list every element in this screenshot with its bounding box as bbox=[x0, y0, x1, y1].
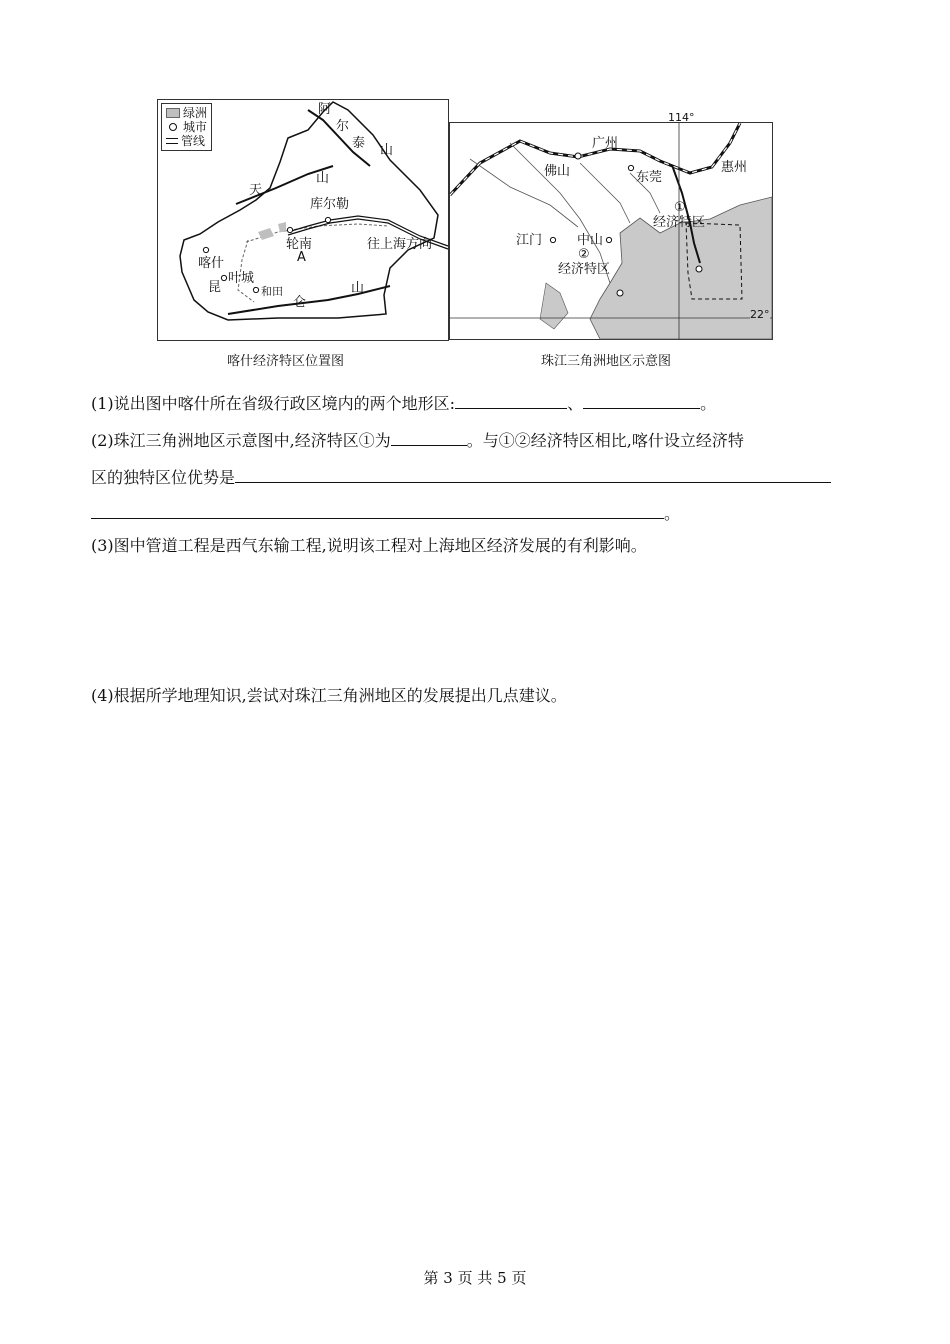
label-lunnan: 轮南 bbox=[286, 237, 313, 252]
answer-blank-1b[interactable] bbox=[583, 392, 700, 409]
label-kuerle: 库尔勒 bbox=[310, 197, 350, 212]
legend-pipeline-label: 管线 bbox=[181, 134, 206, 148]
question-2-line-2 bbox=[91, 466, 831, 488]
question-1 bbox=[91, 392, 716, 414]
label-tai: 泰 bbox=[352, 136, 366, 151]
label-lun: 仑 bbox=[293, 295, 307, 310]
label-sez-2-number: ② bbox=[578, 247, 590, 262]
question-4-text: (4)根据所学地理知识,尝试对珠江三角洲地区的发展提出几点建议。 bbox=[91, 686, 567, 705]
label-yecheng: 叶城 bbox=[228, 271, 255, 286]
label-tian: 天 bbox=[249, 183, 263, 198]
legend-city bbox=[166, 120, 207, 134]
legend-oasis bbox=[166, 106, 207, 120]
question-1-separator: 、 bbox=[567, 394, 584, 413]
label-foshan: 佛山 bbox=[544, 164, 571, 179]
legend-pipeline bbox=[166, 134, 207, 148]
label-huizhou: 惠州 bbox=[721, 160, 748, 175]
oasis-swatch-icon bbox=[166, 108, 180, 118]
prd-map bbox=[449, 111, 773, 340]
legend-city-label: 城市 bbox=[183, 120, 208, 134]
label-jiangmen: 江门 bbox=[516, 233, 543, 248]
answer-blank-2c[interactable] bbox=[91, 502, 664, 519]
question-2-line2-text: 区的独特区位优势是 bbox=[91, 468, 236, 487]
label-sez-1: 经济特区 bbox=[653, 215, 706, 230]
label-dongguan: 东莞 bbox=[636, 170, 663, 185]
pipeline-line-icon bbox=[166, 138, 178, 144]
label-guangzhou: 广州 bbox=[592, 136, 619, 151]
question-2-end: 。 bbox=[664, 504, 681, 523]
kashgar-map bbox=[157, 99, 449, 341]
prd-map-caption: 珠江三角洲地区示意图 bbox=[541, 354, 672, 369]
label-sez-1-number: ① bbox=[674, 200, 686, 215]
question-2-line-3 bbox=[91, 502, 680, 524]
label-tianshan-shan: 山 bbox=[316, 171, 330, 186]
label-to-shanghai: 往上海方向 bbox=[367, 237, 433, 252]
question-2-text: (2)珠江三角洲地区示意图中,经济特区①为 bbox=[91, 431, 391, 450]
prd-map-drawing bbox=[450, 123, 772, 339]
page-footer: 第 3 页 共 5 页 bbox=[423, 1269, 527, 1287]
answer-blank-2b[interactable] bbox=[235, 466, 831, 483]
label-kun: 昆 bbox=[208, 280, 222, 295]
label-hetian: 和田 bbox=[261, 285, 283, 298]
label-altai-shan: 山 bbox=[380, 143, 394, 158]
question-1-end: 。 bbox=[700, 394, 717, 413]
map-legend bbox=[161, 103, 212, 151]
question-1-text: (1)说出图中喀什所在省级行政区境内的两个地形区: bbox=[91, 394, 456, 413]
question-2-mid: 。与①②经济特区相比,喀什设立经济特 bbox=[466, 431, 744, 450]
answer-blank-1a[interactable] bbox=[455, 392, 567, 409]
label-latitude: 22° bbox=[750, 308, 770, 321]
label-point-a: A bbox=[297, 250, 306, 265]
kashgar-map-caption: 喀什经济特区位置图 bbox=[227, 354, 345, 369]
label-zhongshan: 中山 bbox=[577, 233, 604, 248]
question-3 bbox=[91, 536, 647, 556]
answer-blank-2a[interactable] bbox=[391, 429, 467, 446]
label-longitude: 114° bbox=[668, 111, 695, 124]
label-sez-2: 经济特区 bbox=[558, 262, 611, 277]
legend-oasis-label: 绿洲 bbox=[183, 106, 208, 120]
label-kunlun-shan: 山 bbox=[351, 281, 365, 296]
city-circle-icon bbox=[169, 123, 177, 131]
label-er: 尔 bbox=[336, 119, 350, 134]
question-4 bbox=[91, 686, 567, 706]
question-2 bbox=[91, 429, 744, 451]
question-3-text: (3)图中管道工程是西气东输工程,说明该工程对上海地区经济发展的有利影响。 bbox=[91, 536, 647, 555]
label-a: 阿 bbox=[318, 102, 332, 117]
label-kashi: 喀什 bbox=[198, 256, 225, 271]
